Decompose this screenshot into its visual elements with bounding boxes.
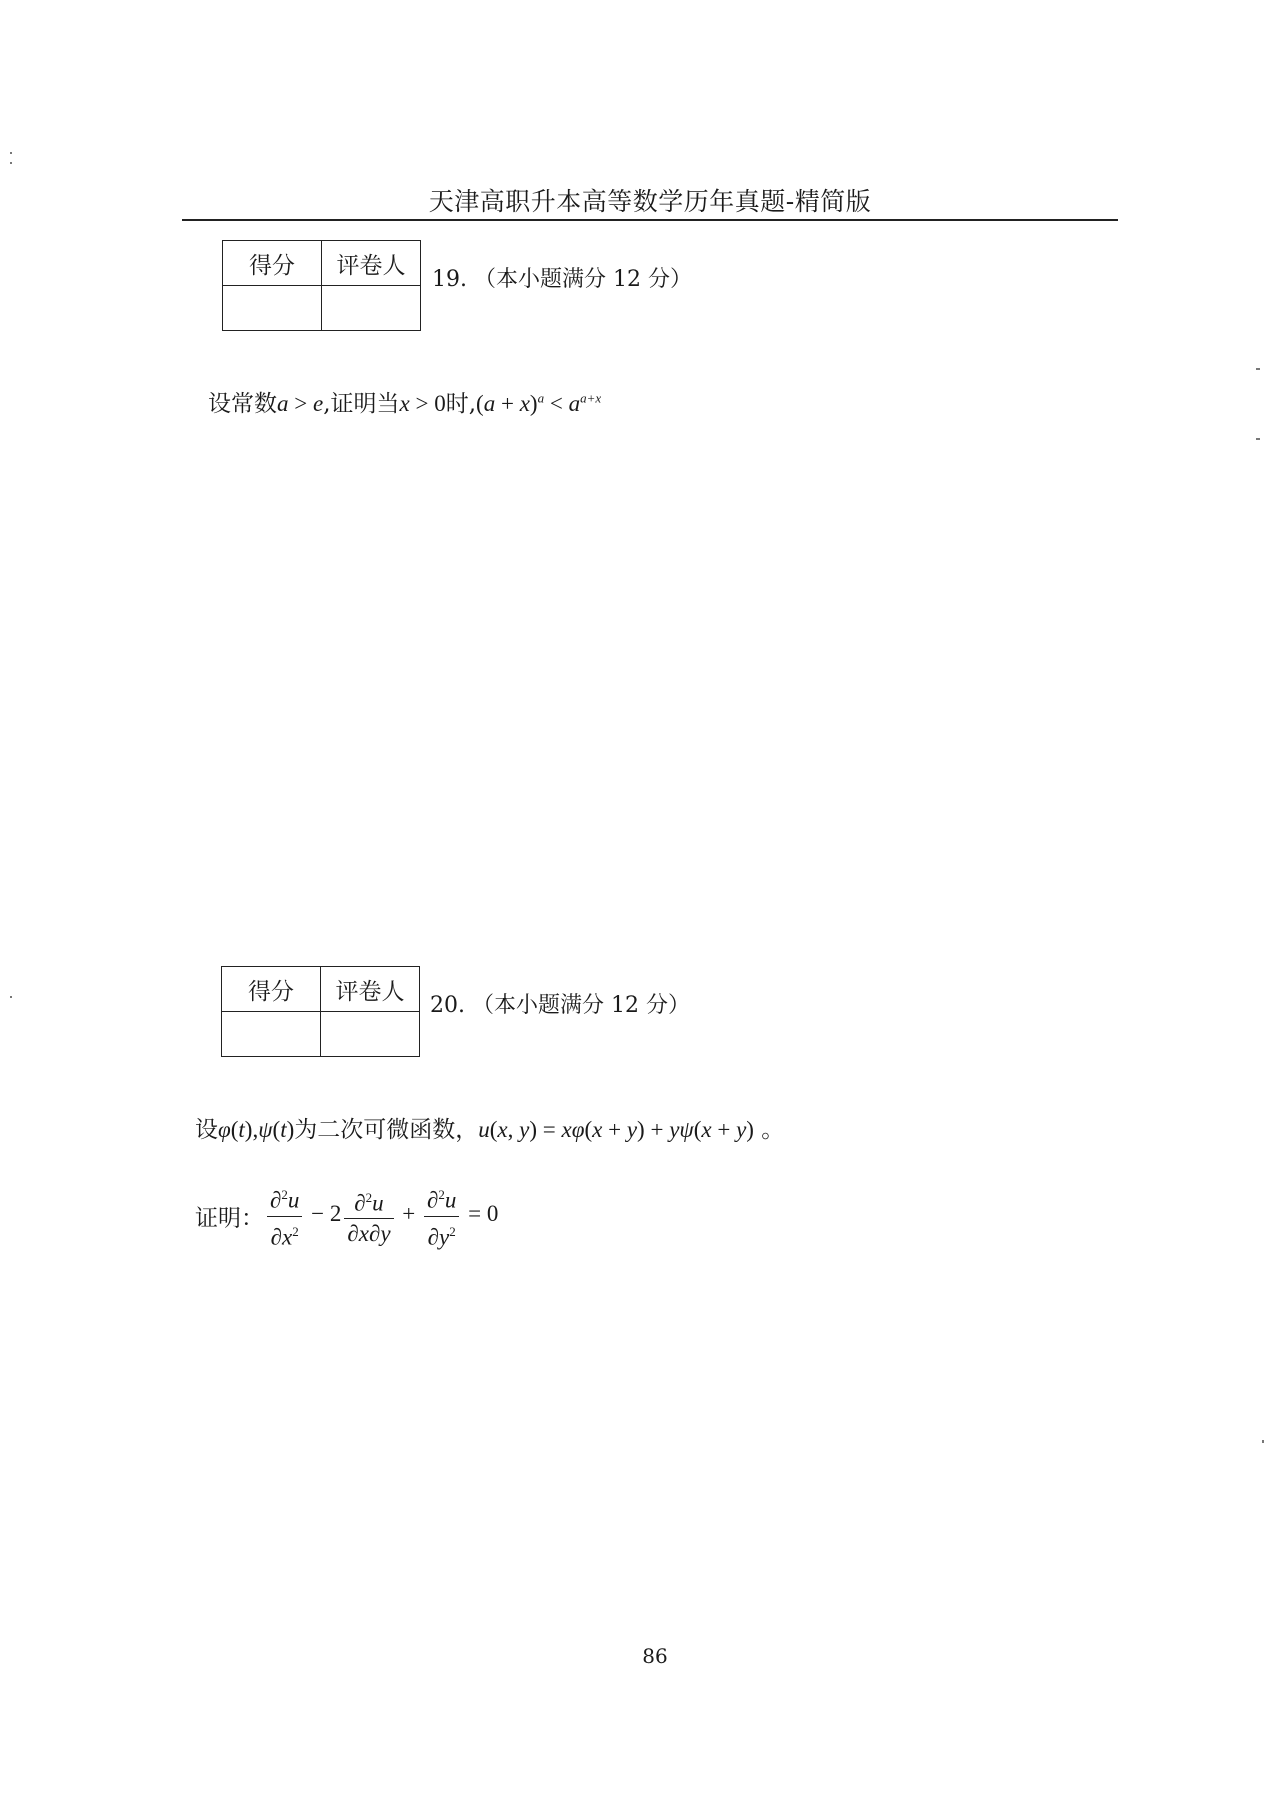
question-points-note: （本小题满分 12 分） — [474, 267, 692, 292]
grader-cell — [322, 286, 421, 331]
grader-label: 评卷人 — [322, 241, 421, 286]
scan-speck — [1262, 1440, 1264, 1443]
scan-speck — [1256, 368, 1260, 370]
grader-label: 评卷人 — [321, 967, 420, 1012]
grader-cell — [321, 1012, 420, 1057]
score-table-19 — [222, 240, 421, 331]
scan-speck — [10, 996, 12, 998]
question-points-note: （本小题满分 12 分） — [472, 993, 690, 1018]
page-header-title: 天津高职升本高等数学历年真题-精简版 — [428, 187, 872, 216]
header-rule — [182, 219, 1118, 221]
scan-speck — [10, 162, 12, 164]
question-number: 20. — [430, 993, 465, 1018]
formula-functions: φ(t),ψ(t) — [218, 1117, 295, 1142]
formula-u-definition: u(x, y) = xφ(x + y) + yψ(x + y) — [478, 1117, 754, 1142]
score-label: 得分 — [223, 241, 322, 286]
question-19-statement: 设常数a > e,证明当x > 0时$,(a + x)^a < a^{a+x}$ — [208, 390, 602, 417]
formula-a-gt-e: a — [277, 391, 289, 416]
question-20-proof-statement — [195, 1180, 498, 1252]
formula-inequality: $(a + x)^a < a^{a+x}$ — [476, 390, 602, 416]
scan-speck — [10, 152, 12, 154]
question-19-heading — [432, 262, 692, 293]
question-20-heading — [430, 988, 690, 1019]
score-cell — [222, 1012, 321, 1057]
page-number: 86 — [642, 1644, 668, 1668]
question-number: 19. — [432, 267, 467, 292]
score-label: 得分 — [222, 967, 321, 1012]
scan-speck — [1256, 438, 1260, 440]
score-cell — [223, 286, 322, 331]
score-table-20 — [221, 966, 420, 1057]
proof-label: 证明： — [195, 1205, 264, 1232]
formula-pde: $\frac{\partial^2u}{\partial x^2}$ − 2 $\frac{\partial^2u}{\partial x\partial y}$ + $\frac{\partial^2u}{\partial y^2}$ = 0 — [264, 1201, 498, 1226]
question-20-statement: 设φ(t),ψ(t)为二次可微函数，u(x, y) = xφ(x + y) + yψ(x + y) 。 — [195, 1117, 785, 1143]
formula-x-gt-0: x — [399, 391, 410, 416]
